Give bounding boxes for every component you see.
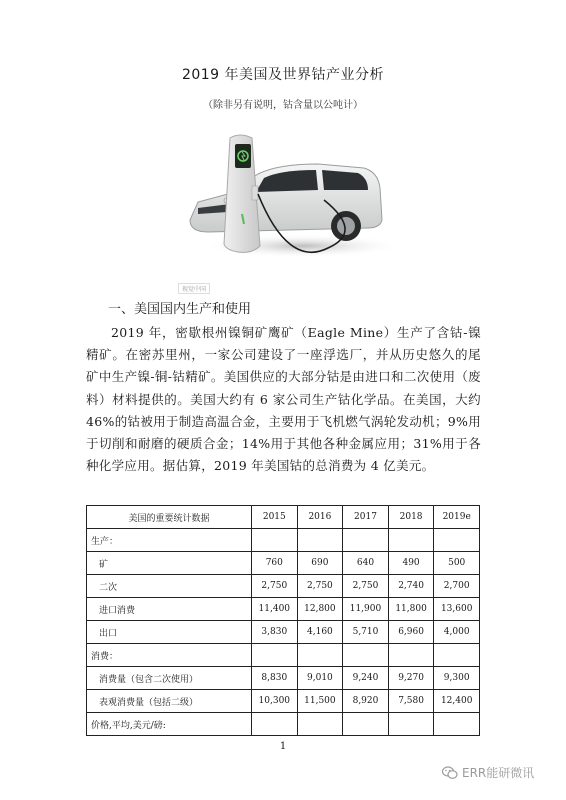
- table-cell: 9,270: [388, 667, 434, 690]
- table-cell: [297, 529, 343, 552]
- year-header: 2016: [297, 506, 343, 529]
- document-title: 2019 年美国及世界钴产业分析: [181, 67, 385, 83]
- body-paragraph: [86, 322, 481, 477]
- table-cell: 2,750: [297, 575, 343, 598]
- section-heading: 一、美国国内生产和使用: [108, 302, 252, 317]
- table-cell: 760: [252, 552, 298, 575]
- table-row: [87, 552, 480, 575]
- table-cell: 9,010: [297, 667, 343, 690]
- page-number: 1: [279, 741, 287, 752]
- header-label: 美国的重要统计数据: [87, 506, 252, 529]
- table-cell: 12,400: [434, 690, 480, 713]
- table-row: [87, 690, 480, 713]
- table-cell: [434, 529, 480, 552]
- row-label: 价格,平均,美元/磅:: [87, 713, 252, 736]
- year-header: 2017: [343, 506, 389, 529]
- watermark: [442, 764, 534, 781]
- table-cell: 2,750: [343, 575, 389, 598]
- table-cell: 12,800: [297, 598, 343, 621]
- table-cell: 5,710: [343, 621, 389, 644]
- table-header-row: [87, 506, 480, 529]
- table-cell: 11,400: [252, 598, 298, 621]
- table-cell: 500: [434, 552, 480, 575]
- table-row: [87, 529, 480, 552]
- charging-station: [224, 135, 260, 252]
- watermark-text: ERR能研微讯: [462, 766, 535, 780]
- table-cell: [434, 713, 480, 736]
- year-header: 2018: [388, 506, 434, 529]
- table-cell: 10,300: [252, 690, 298, 713]
- table-cell: 13,600: [434, 598, 480, 621]
- row-label: 消费：: [87, 644, 252, 667]
- table-row: [87, 713, 480, 736]
- table-cell: [343, 529, 389, 552]
- table-cell: 640: [343, 552, 389, 575]
- table-cell: 7,580: [388, 690, 434, 713]
- statistics-table: [86, 505, 480, 736]
- table-cell: 690: [297, 552, 343, 575]
- year-header: 2015: [252, 506, 298, 529]
- year-header: 2019e: [434, 506, 480, 529]
- ev-charging-illustration: [168, 128, 400, 280]
- table-cell: [388, 529, 434, 552]
- table-cell: [297, 713, 343, 736]
- table-row: [87, 644, 480, 667]
- table-cell: [388, 713, 434, 736]
- table-cell: 4,000: [434, 621, 480, 644]
- table-cell: [343, 644, 389, 667]
- car-silhouette: [190, 164, 382, 243]
- row-label: 生产：: [87, 529, 252, 552]
- table-cell: 4,160: [297, 621, 343, 644]
- row-label: 消费量（包含二次使用）: [87, 667, 252, 690]
- table-cell: [388, 644, 434, 667]
- document-subtitle: （除非另有说明，钴含量以公吨计）: [203, 100, 363, 111]
- table-row: [87, 621, 480, 644]
- table-cell: 2,750: [252, 575, 298, 598]
- wechat-icon: [442, 766, 458, 780]
- row-label: 二次: [87, 575, 252, 598]
- table-cell: 8,830: [252, 667, 298, 690]
- table-row: [87, 667, 480, 690]
- table-cell: 8,920: [343, 690, 389, 713]
- table-row: [87, 598, 480, 621]
- table-cell: [252, 529, 298, 552]
- figure-caption: 视觉中国: [178, 283, 210, 294]
- row-label: 出口: [87, 621, 252, 644]
- table-cell: [252, 644, 298, 667]
- table-cell: 490: [388, 552, 434, 575]
- table-cell: 11,900: [343, 598, 389, 621]
- table-cell: 9,300: [434, 667, 480, 690]
- table-cell: 11,800: [388, 598, 434, 621]
- ev-charging-figure: [168, 128, 400, 280]
- table-row: [87, 575, 480, 598]
- row-label: 矿: [87, 552, 252, 575]
- row-label: 进口消费: [87, 598, 252, 621]
- table-cell: 6,960: [388, 621, 434, 644]
- row-label: 表观消费量（包括二级）: [87, 690, 252, 713]
- table-cell: [252, 713, 298, 736]
- table-cell: 3,830: [252, 621, 298, 644]
- paragraph-text: 2019 年，密歇根州镍铜矿鹰矿（Eagle Mine）生产了含钴-镍精矿。在密苏里州，一家公司建设了一座浮选厂，并从历史悠久的尾矿中生产镍-铜-钴精矿。美国供应的大部分钴是由进口和二次使用（废料）材料提供的。美国大约有 6 家公司生产钴化学品。在美国，大约 46%的钴被用于制造高温合金，主要用于飞机燃气涡轮发动机；9%用于切削和耐磨的硬质合金；14%用于其他各种金属应用；31%用于各种化学应用。据估算，2019 年美国钴的总消费为 4 亿美元。: [86, 325, 481, 474]
- table-cell: [434, 644, 480, 667]
- table-cell: 2,700: [434, 575, 480, 598]
- table-cell: 11,500: [297, 690, 343, 713]
- table-cell: 9,240: [343, 667, 389, 690]
- table-cell: [343, 713, 389, 736]
- table-cell: 2,740: [388, 575, 434, 598]
- table-cell: [297, 644, 343, 667]
